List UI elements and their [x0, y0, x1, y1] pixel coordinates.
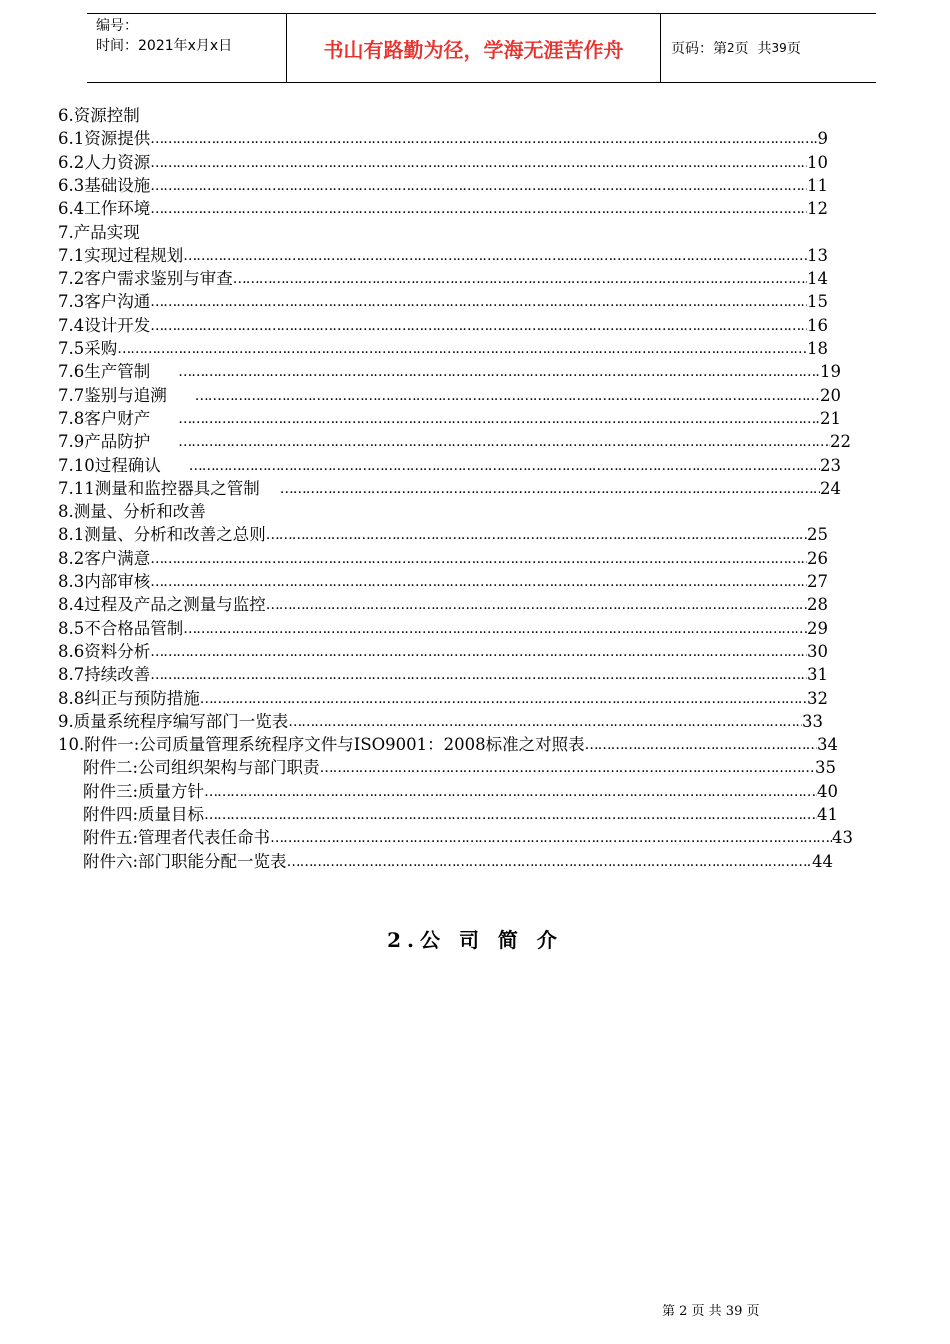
toc-entry [58, 500, 458, 523]
toc-entry [58, 407, 841, 430]
toc-leader-dots [287, 851, 812, 873]
toc-entry [58, 687, 828, 710]
toc-entry-label: 7.5采购 [58, 339, 118, 358]
toc-entry-label: 7.10过程确认 [58, 455, 161, 475]
toc-leader-dots [270, 827, 832, 849]
toc-entry [58, 547, 828, 570]
toc-entry-label: 附件三:质量方针 [83, 781, 205, 801]
toc-leader-dots [178, 408, 820, 430]
toc-entry-page: 28 [807, 595, 828, 615]
toc-entry-page: 29 [807, 618, 828, 638]
toc-entry-page: 22 [830, 432, 851, 452]
toc-leader-dots [266, 524, 807, 546]
header-page-number [661, 14, 876, 82]
toc-entry [58, 593, 828, 616]
toc-entry [58, 640, 828, 663]
toc-entry-page: 26 [807, 548, 828, 568]
toc-entry-label: 9.质量系统程序编写部门一览表 [58, 711, 289, 731]
toc-entry-page: 20 [820, 385, 841, 405]
toc-entry-label: 7.6生产管制 [58, 362, 151, 382]
toc-entry-label: 8.4过程及产品之测量与监控 [58, 595, 266, 615]
toc-leader-dots [183, 245, 807, 267]
toc-entry-page: 10 [807, 152, 828, 172]
document-date: 时间：2021年x月x日 [96, 38, 233, 54]
toc-entry-page: 30 [807, 641, 828, 661]
toc-entry [58, 244, 828, 267]
page-label-mid: 页 共 [734, 41, 772, 57]
document-number-label: 编号： [96, 18, 138, 34]
page-current: 2 [727, 41, 735, 55]
toc-entry-label: 6.3基础设施 [58, 175, 151, 195]
toc-entry-label: 8.3内部审核 [58, 572, 151, 591]
toc-leader-dots [150, 291, 807, 313]
toc-entry-page: 35 [815, 758, 836, 778]
toc-entry [58, 267, 828, 290]
toc-entry-page: 11 [807, 175, 828, 195]
toc-leader-dots [150, 571, 807, 593]
toc-entry [58, 360, 841, 383]
toc-entry-page: 13 [807, 245, 828, 265]
toc-entry-label: 6.2人力资源 [58, 152, 151, 172]
toc-entry [58, 127, 828, 150]
toc-leader-dots [189, 455, 820, 477]
toc-entry [83, 850, 833, 873]
toc-entry [83, 826, 853, 849]
toc-leader-dots [266, 594, 807, 616]
toc-entry-page: 33 [802, 711, 823, 731]
toc-entry-page: 14 [807, 269, 828, 289]
toc-entry [58, 384, 841, 407]
toc-entry [58, 710, 823, 733]
toc-entry-label: 附件二:公司组织架构与部门职责 [83, 758, 320, 778]
toc-entry-label: 8.5不合格品管制 [58, 618, 184, 638]
page-footer: 第 2 页 共 39 页 [662, 1304, 760, 1319]
toc-entry [58, 174, 828, 197]
toc-leader-dots [117, 338, 807, 360]
toc-entry-label: 7.11测量和监控器具之管制 [58, 478, 260, 498]
toc-entry [58, 290, 828, 313]
toc-entry-page: 24 [820, 478, 841, 498]
toc-entry [58, 430, 851, 453]
toc-entry-page: 23 [820, 455, 841, 475]
toc-entry-page: 27 [807, 572, 828, 591]
toc-leader-dots [150, 152, 807, 174]
toc-leader-dots [150, 315, 807, 337]
toc-entry-label: 6.4工作环境 [58, 199, 151, 219]
toc-entry-page: 15 [807, 292, 828, 312]
toc-entry-label: 7.7鉴别与追溯 [58, 385, 167, 405]
toc-leader-dots [178, 431, 830, 453]
toc-entry-page: 32 [807, 688, 828, 708]
toc-entry [58, 523, 828, 546]
toc-leader-dots [233, 268, 807, 290]
toc-entry-label: 附件六:部门职能分配一览表 [83, 851, 287, 871]
toc-entry [58, 477, 841, 500]
toc-entry [58, 151, 828, 174]
toc-entry-page: 41 [817, 805, 838, 824]
toc-leader-dots [204, 781, 817, 803]
toc-entry-label: 7.产品实现 [58, 222, 140, 242]
toc-entry-label: 6.资源控制 [58, 106, 140, 125]
toc-entry-label: 8.6资料分析 [58, 641, 151, 661]
toc-entry-label: 7.1实现过程规划 [58, 245, 184, 265]
toc-entry-label: 7.2客户需求鉴别与审查 [58, 269, 233, 289]
toc-leader-dots [195, 385, 820, 407]
toc-entry-page: 16 [807, 315, 828, 335]
toc-leader-dots [320, 757, 815, 779]
toc-entry [58, 617, 828, 640]
toc-leader-dots [280, 478, 820, 500]
toc-entry-page: 12 [807, 199, 828, 219]
toc-leader-dots [150, 641, 807, 663]
toc-entry-label: 8.测量、分析和改善 [58, 502, 206, 522]
toc-entry [58, 104, 458, 127]
toc-entry [83, 756, 836, 779]
toc-entry [58, 454, 841, 477]
toc-entry [83, 803, 838, 826]
toc-leader-dots [150, 175, 807, 197]
toc-entry [58, 314, 828, 337]
toc-entry-page: 21 [820, 408, 841, 428]
toc-leader-dots [150, 548, 807, 570]
toc-leader-dots [585, 734, 817, 756]
toc-entry-page: 31 [807, 665, 828, 685]
toc-leader-dots [200, 688, 807, 710]
toc-entry-label: 7.9产品防护 [58, 432, 151, 452]
toc-leader-dots [204, 804, 817, 826]
section-title: 2.公 司 简 介 [387, 928, 563, 952]
toc-entry [58, 197, 828, 220]
toc-entry-label: 6.1资源提供 [58, 129, 151, 149]
toc-entry-label: 8.7持续改善 [58, 665, 151, 685]
toc-entry-page: 40 [817, 781, 838, 801]
toc-leader-dots [150, 664, 807, 686]
toc-leader-dots [183, 618, 807, 640]
toc-leader-dots [150, 198, 807, 220]
toc-entry [83, 780, 838, 803]
toc-entry-page: 9 [817, 129, 828, 149]
toc-entry-label: 7.3客户沟通 [58, 292, 151, 312]
toc-entry-label: 8.1测量、分析和改善之总则 [58, 525, 266, 545]
toc-entry [58, 733, 838, 756]
toc-leader-dots [150, 128, 817, 150]
toc-entry-label: 7.4设计开发 [58, 315, 151, 335]
page-label-prefix: 页码：第 [671, 41, 727, 57]
toc-entry-page: 25 [807, 525, 828, 545]
toc-entry [58, 570, 828, 593]
toc-entry [58, 337, 828, 360]
toc-entry-label: 10.附件一:公司质量管理系统程序文件与ISO9001：2008标准之对照表 [58, 735, 585, 755]
toc-entry-label: 8.2客户满意 [58, 548, 151, 568]
toc-entry-page: 43 [832, 828, 853, 848]
toc-entry-page: 34 [817, 735, 838, 755]
toc-entry [58, 663, 828, 686]
header-meta [87, 14, 287, 82]
toc-entry-label: 8.8纠正与预防措施 [58, 688, 200, 708]
toc-entry-label: 附件四:质量目标 [83, 805, 205, 824]
page-label-suffix: 页 [786, 41, 801, 57]
toc-entry-label: 7.8客户财产 [58, 408, 151, 428]
toc-entry [58, 221, 458, 244]
page-header [87, 13, 876, 83]
header-motto: 书山有路勤为径，学海无涯苦作舟 [287, 14, 661, 82]
toc-entry-label: 附件五:管理者代表任命书 [83, 828, 271, 848]
toc-entry-page: 19 [820, 362, 841, 382]
toc-entry-page: 18 [807, 339, 828, 358]
toc-leader-dots [178, 361, 820, 383]
toc-leader-dots [288, 711, 802, 733]
page-total: 39 [771, 41, 787, 55]
toc-entry-page: 44 [812, 851, 833, 871]
